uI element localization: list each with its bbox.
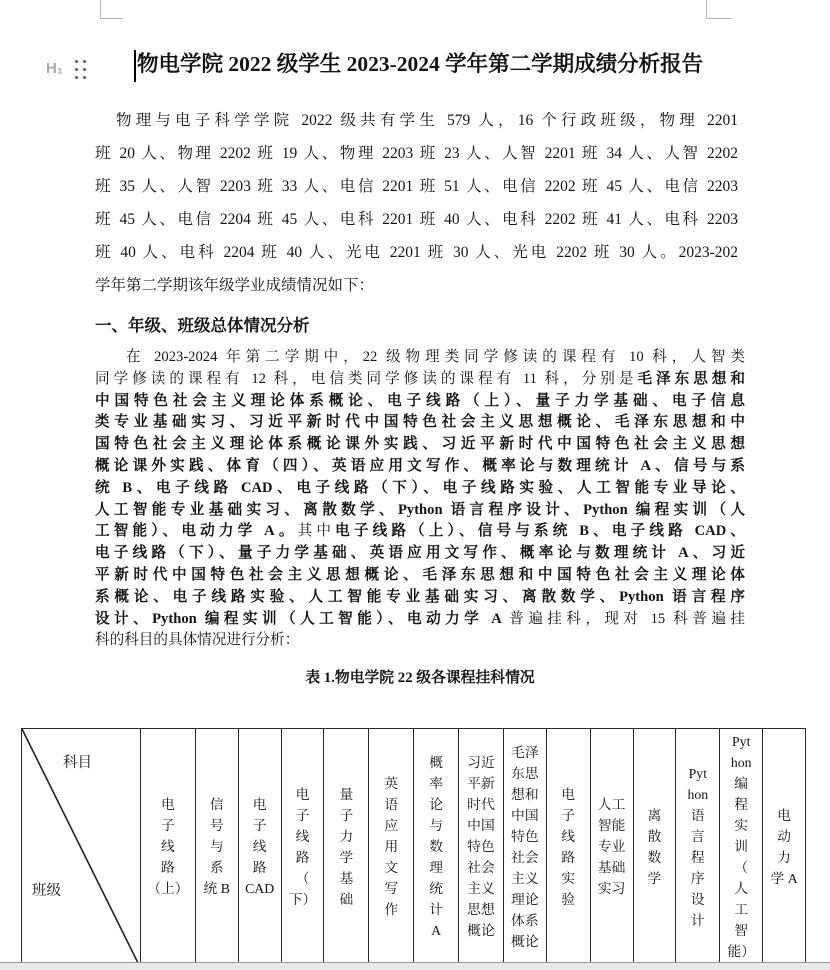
table-header-cell[interactable]: 电 子 线 路 CAD [238, 729, 281, 964]
text-line[interactable]: 系概论、电子线路实验、人工智能专业基础实习、离散数学、Python 语言程序 [95, 588, 745, 605]
text-boundary-mark-right [706, 0, 732, 19]
paragraph-1[interactable] [95, 104, 738, 302]
table-header-cell[interactable]: Pyt hon 编 程 实 训 （ 人 工 智 能） [719, 729, 762, 964]
text-line[interactable]: 物理与电子科学学院 2022 级共有学生 579 人，16 个行政班级，物理 2201 [116, 112, 738, 129]
table-header-cell[interactable]: 电 动 力 学 A [762, 729, 805, 964]
table-header-cell[interactable]: 人工 智能 专业 基础 实习 [590, 729, 633, 964]
text-line[interactable]: 同学修读的课程有 12 科，电信类同学修读的课程有 11 科，分别是毛泽东思想和 [95, 370, 745, 387]
text-line[interactable]: 工智能）、电动力学 A。其中电子线路（上）、信号与系统 B、电子线路 CAD、 [95, 523, 745, 540]
table-header-cell[interactable]: Pyt hon 语 言 程 序 设 计 [675, 729, 719, 964]
text-boundary-mark-left [100, 0, 123, 19]
text-line[interactable]: 电子线路（下）、量子力学基础、英语应用文写作、概率论与数理统计 A、习近 [95, 545, 745, 562]
table-caption[interactable]: 表 1.物电学院 22 级各课程挂科情况 [305, 670, 535, 686]
paragraph-2[interactable] [95, 347, 745, 652]
table-header-cell[interactable]: 量 子 力 学 基 础 [323, 729, 368, 964]
heading-level-indicator [46, 58, 72, 80]
table-header-cell[interactable]: 英 语 应 用 文 写 作 [368, 729, 413, 964]
text-line[interactable]: 中国特色社会主义理论体系概论、电子线路（上）、量子力学基础、电子信息 [95, 392, 745, 409]
drag-handle-icon[interactable] [75, 60, 87, 80]
table-header-cell[interactable]: 信 号 与 系 统 B [195, 729, 238, 964]
text-line[interactable]: 科的科目的具体情况进行分析： [95, 632, 300, 649]
text-line[interactable]: 班 35 人、人智 2203 班 33 人、电信 2201 班 51 人、电信 2202 班 45 人、电信 2203 [95, 178, 738, 195]
table-header-cell[interactable]: 电 子 线 路 （ 下） [281, 729, 324, 964]
table-header-cell[interactable]: 概 率 论 与 数 理 统 计 A [413, 729, 458, 964]
table-header-cell[interactable]: 电 子 线 路 实 验 [546, 729, 590, 964]
text-line[interactable]: 在 2023-2024 年第二学期中，22 级物理类同学修读的课程有 10 科，人智类 [126, 349, 745, 365]
text-line[interactable]: 概论课外实践、体育（四）、英语应用文写作、概率论与数理统计 A、信号与系 [95, 457, 745, 474]
text-line[interactable]: 国特色社会主义理论体系概论课外实践、习近平新时代中国特色社会主义思想 [95, 436, 745, 453]
heading-level-label: H₁ [46, 60, 64, 77]
table-header-cell[interactable]: 毛泽 东思 想和 中国 特色 社会 主义 理论 体系 概论 [503, 729, 546, 964]
corner-label-subject: 科目 [63, 755, 92, 771]
text-line[interactable]: 学年第二学期该年级学业成绩情况如下： [95, 277, 375, 294]
corner-label-class: 班级 [32, 883, 61, 899]
table-header-row [21, 728, 806, 964]
text-line[interactable]: 班 40 人、电科 2204 班 40 人、光电 2201 班 30 人、光电 2202 班 30 人。2023-202 [95, 244, 738, 261]
table-header-cell[interactable]: 离 散 数 学 [633, 729, 676, 964]
text-line[interactable]: 类专业基础实习、习近平新时代中国特色社会主义思想概论、毛泽东思想和中 [95, 414, 745, 431]
text-line[interactable]: 人工智能专业基础实习、离散数学、Python 语言程序设计、Python 编程实训（人 [95, 501, 745, 518]
text-line[interactable]: 平新时代中国特色社会主义思想概论、毛泽东思想和中国特色社会主义理论体 [95, 566, 745, 583]
text-line[interactable]: 班 20 人、物理 2202 班 19 人、物理 2203 班 23 人、人智 2201 班 34 人、人智 2202 [95, 145, 738, 162]
text-cursor [134, 50, 136, 82]
text-line[interactable]: 设计、Python 编程实训（人工智能）、电动力学 A 普遍挂科，现对 15 科普遍挂 [95, 610, 745, 627]
text-line[interactable]: 班 45 人、电信 2204 班 45 人、电科 2201 班 40 人、电科 2202 班 41 人、电科 2203 [95, 211, 738, 228]
section-heading[interactable]: 一、年级、班级总体情况分析 [95, 316, 310, 335]
table-header-cell[interactable]: 习近 平新 时代 中国 特色 社会 主义 思想 概论 [458, 729, 503, 964]
text-line[interactable]: 统 B、电子线路 CAD、电子线路（下）、电子线路实验、人工智能专业导论、 [95, 479, 745, 496]
document-title[interactable]: 物电学院 2022 级学生 2023-2024 学年第二学期成绩分析报告 [137, 52, 704, 76]
table-header-cell[interactable]: 电 子 线 路 （上） [140, 729, 195, 964]
table-corner-cell[interactable] [22, 729, 140, 964]
page-bottom-divider [0, 962, 830, 970]
